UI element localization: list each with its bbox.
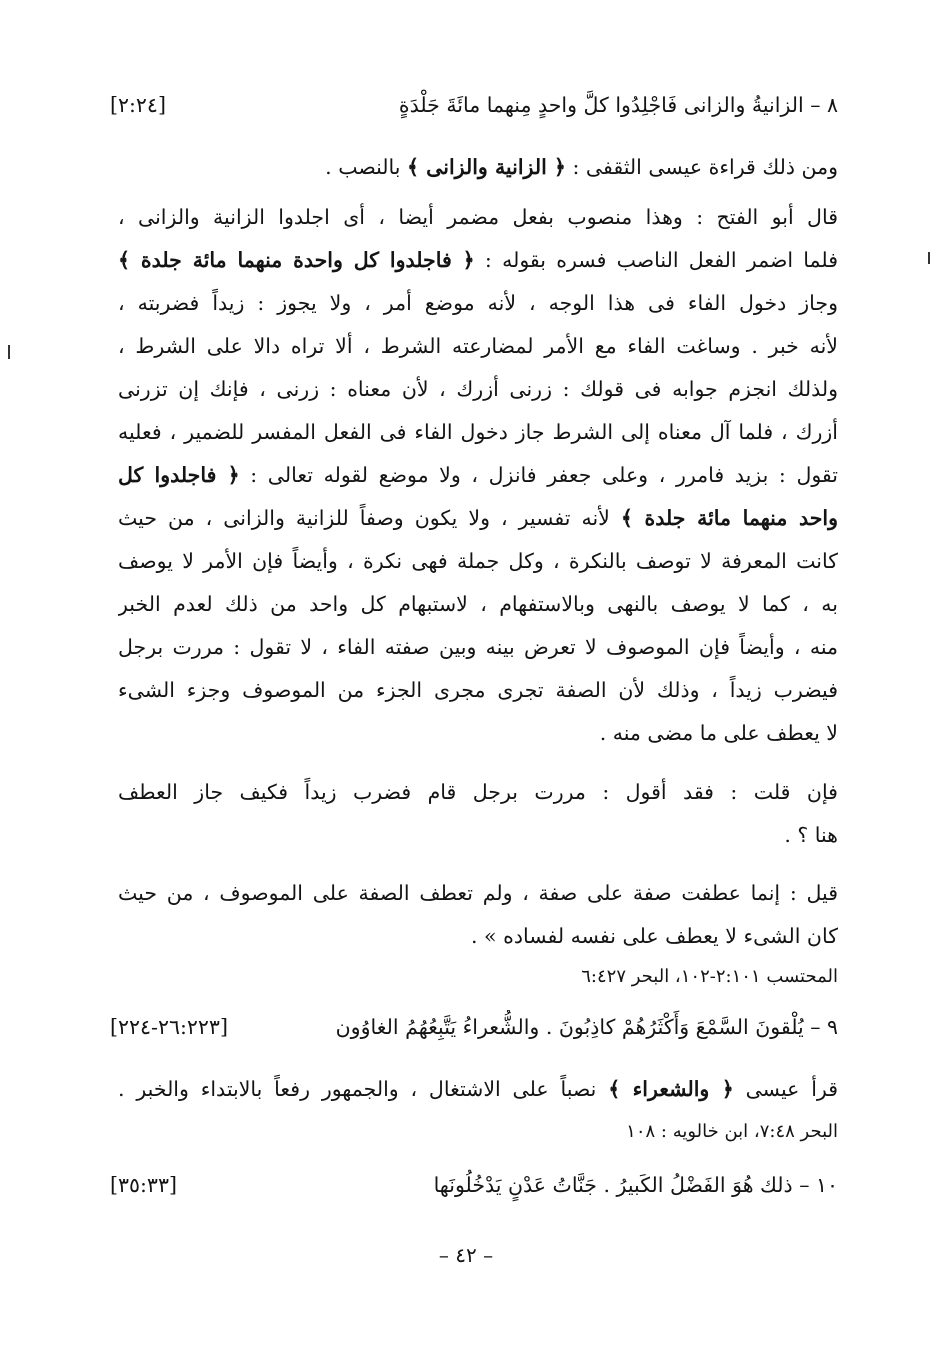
entry-8-verse: ٨ – الزانيةُ والزانى فَاجْلِدُوا كلَّ واحدٍ مِنهما مائَةَ جَلْدَةٍ <box>398 93 838 117</box>
entry-8-line-11: به ، كما لا يوصف بالنهى وبالاستفهام ، لاستبهام كل واحد من ذلك لعدم الخبر <box>118 592 838 616</box>
entry-8-line-1: ومن ذلك قراءة عيسى الثقفى : ﴿ الزانية والزانى ﴾ بالنصب . <box>325 155 838 179</box>
entry-10-verse: ١٠ – ذلك هُوَ الفَضْلُ الكَبيرُ . جَنَّاتُ عَدْنٍ يَدْخُلُونَها <box>433 1173 838 1197</box>
entry-9-ref: [٢٦:٢٢٣-٢٢٤] <box>110 1015 228 1039</box>
entry-8-line-14: لا يعطف على ما مضى منه . <box>599 721 838 745</box>
entry-8-line-12: منه ، وأيضاً فإن الموصوف لا تعرض بينه وبين صفته الفاء ، لا تقول : مررت برجل <box>118 635 838 659</box>
entry-8-line-6: ولذلك انجزم جوابه فى قولك : زرنى أزرك ، لأن معناه : زرنى ، فإنك إن تزرنى <box>118 377 838 401</box>
entry-8-ref: [٢:٢٤] <box>110 93 166 117</box>
entry-8-line-8: تقول : بزيد فامرر ، وعلى جعفر فانزل ، ولا موضع لقوله تعالى : ﴿ فاجلدوا كل <box>118 463 838 487</box>
entry-9-verse: ٩ – يُلْقونَ السَّمْعَ وَأَكْثَرُهُمْ كاذِبُونَ . والشُّعراءُ يَتَّبِعُهُمُ الغاوُون <box>335 1015 838 1039</box>
entry-8-line-10: كانت المعرفة لا توصف بالنكرة ، وكل جملة فهى نكرة ، وأيضاً فإن الأمر لا يوصف <box>118 549 838 573</box>
entry-8-line-7: أزرك ، فلما آل معناه إلى الشرط جاز دخول الفاء فى الفعل المفسر للضمير ، فعليه <box>118 420 838 444</box>
entry-8-line-4: وجاز دخول الفاء فى هذا الوجه ، لأنه موضع أمر ، ولا يجوز : زيداً فضربته ، <box>118 291 838 315</box>
entry-9-source: البحر ٧:٤٨، ابن خالويه : ١٠٨ <box>626 1121 838 1142</box>
entry-9-line-1: قرأ عيسى ﴿ والشعراء ﴾ نصباً على الاشتغال ، والجمهور رفعاً بالابتداء والخبر . <box>118 1077 838 1101</box>
entry-8-line-5: لأنه خبر . وساغت الفاء مع الأمر لمضارعته الشرط ، ألا تراه دالا على الشرط ، <box>118 334 838 358</box>
scan-edge-mark <box>8 345 10 359</box>
entry-10-ref: [٣٥:٣٣] <box>110 1173 177 1197</box>
entry-8-line-15: فإن قلت : فقد أقول : مررت برجل قام فضرب زيداً فكيف جاز العطف <box>118 780 838 804</box>
entry-8-line-2: قال أبو الفتح : وهذا منصوب بفعل مضمر أيضا ، أى اجلدوا الزانية والزانى ، <box>118 205 838 229</box>
entry-8-line-18: كان الشىء لا يعطف على نفسه لفساده » . <box>470 924 838 948</box>
entry-8-line-3: فلما اضمر الفعل الناصب فسره بقوله : ﴿ فاجلدوا كل واحدة منهما مائة جلدة ﴾ <box>118 248 838 272</box>
page-number: – ٤٢ – <box>438 1243 494 1267</box>
scan-edge-mark <box>928 252 930 264</box>
entry-8-source: المحتسب ٢:١٠١-١٠٢، البحر ٦:٤٢٧ <box>581 966 838 987</box>
entry-8-line-17: قيل : إنما عطفت صفة على صفة ، ولم تعطف الصفة على الموصوف ، من حيث <box>118 881 838 905</box>
entry-8-line-16: هنا ؟ . <box>784 823 838 847</box>
entry-8-line-13: فيضرب زيداً ، وذلك لأن الصفة تجرى مجرى الجزء من الموصوف وجزء الشىء <box>118 678 838 702</box>
entry-8-line-9: واحد منهما مائة جلدة ﴾ لأنه تفسير ، ولا يكون وصفاً للزانية والزانى ، من حيث <box>118 506 838 530</box>
